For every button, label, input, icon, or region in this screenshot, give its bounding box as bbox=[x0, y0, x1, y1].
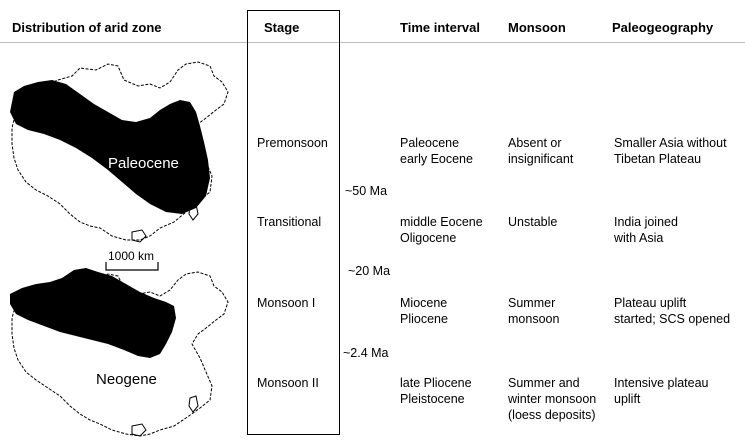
header-paleogeography: Paleogeography bbox=[612, 20, 714, 35]
monsoon-line: Unstable bbox=[508, 215, 558, 229]
scale-label: 1000 km bbox=[108, 249, 155, 263]
paleogeography-line: uplift bbox=[614, 392, 641, 406]
paleogeography-line: Smaller Asia without bbox=[614, 136, 727, 150]
paleogeography-line: Tibetan Plateau bbox=[614, 152, 702, 166]
boundary-age: ~50 Ma bbox=[345, 184, 388, 198]
time-interval-line: Pliocene bbox=[400, 312, 448, 326]
time-interval-line: middle Eocene bbox=[400, 215, 483, 229]
monsoon-line: winter monsoon bbox=[508, 392, 597, 406]
monsoon-line: Summer bbox=[508, 296, 556, 310]
time-interval-line: Paleocene bbox=[400, 136, 460, 150]
paleogeography-line: Plateau uplift bbox=[614, 296, 687, 310]
paleogeography-line: Intensive plateau bbox=[614, 376, 709, 390]
map-label-paleocene: Paleocene bbox=[108, 155, 179, 172]
paleocene-arid-zone bbox=[10, 80, 210, 214]
boundary-age: ~2.4 Ma bbox=[343, 346, 389, 360]
time-interval-line: Miocene bbox=[400, 296, 448, 310]
time-interval-line: late Pliocene bbox=[400, 376, 472, 390]
monsoon-line: insignificant bbox=[508, 152, 574, 166]
taiwan-island-bottom bbox=[189, 396, 198, 412]
stage-label: Premonsoon bbox=[257, 136, 328, 150]
time-interval-line: Pleistocene bbox=[400, 392, 465, 406]
monsoon-line: Summer and bbox=[508, 376, 580, 390]
header-stage: Stage bbox=[264, 20, 300, 35]
stage-label: Transitional bbox=[257, 215, 322, 229]
boundary-age: ~20 Ma bbox=[348, 264, 391, 278]
time-interval-line: Oligocene bbox=[400, 231, 457, 245]
hainan-island-bottom bbox=[132, 424, 146, 436]
scale-bar bbox=[106, 262, 158, 270]
stage-label: Monsoon II bbox=[257, 376, 319, 390]
neogene-arid-zone bbox=[10, 268, 176, 358]
paleogeography-line: started; SCS opened bbox=[614, 312, 731, 326]
monsoon-line: monsoon bbox=[508, 312, 560, 326]
header-time-interval: Time interval bbox=[400, 20, 480, 35]
stage-label: Monsoon I bbox=[257, 296, 316, 310]
monsoon-line: (loess deposits) bbox=[508, 408, 596, 422]
monsoon-line: Absent or bbox=[508, 136, 562, 150]
paleogeography-line: India joined bbox=[614, 215, 678, 229]
header-monsoon: Monsoon bbox=[508, 20, 566, 35]
paleogeography-line: with Asia bbox=[614, 231, 664, 245]
map-label-neogene: Neogene bbox=[96, 371, 157, 388]
time-interval-line: early Eocene bbox=[400, 152, 473, 166]
header-distribution: Distribution of arid zone bbox=[12, 20, 162, 35]
header-rule bbox=[0, 42, 745, 43]
